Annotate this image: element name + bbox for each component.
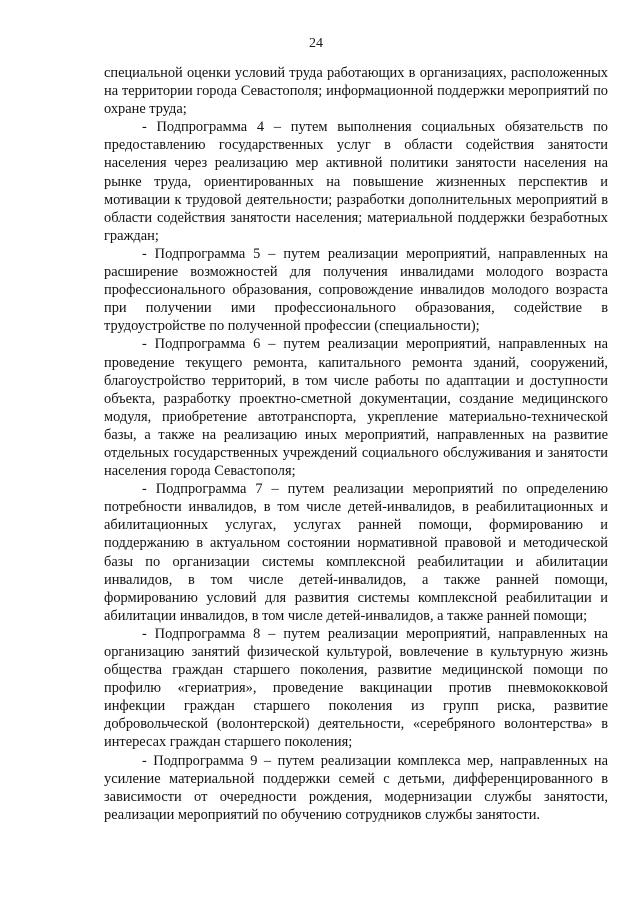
page-number: 24 (309, 36, 323, 51)
paragraph-subprogram-6: - Подпрограмма 6 – путем реализации мероприятий, направленных на проведение текущего ремонта, капитального ремонта зданий, сооружений, благоустройство территорий, в том числе работы по адаптации и доступности объекта, разработку проектно-сметной документации, создание медицинского модуля, приобретение автотранспорта, укрепление материально-технической базы, а также на реализацию иных мероприятий, направленных на развитие отдельных государственных учреждений социального обслуживания и занятости населения города Севастополя; (104, 336, 608, 480)
paragraph-subprogram-7: - Подпрограмма 7 – путем реализации мероприятий по определению потребности инвалидов, в том числе детей-инвалидов, в реабилитационных и абилитационных услугах, услугах ранней помощи, формированию и поддержанию в актуальном состоянии нормативной правовой и методической базы по организации системы комплексной реабилитации и абилитации инвалидов, в том числе детей-инвалидов, а также ранней помощи, формированию условий для развития системы комплексной реабилитации и абилитации инвалидов, в том числе детей-инвалидов, а также ранней помощи; (104, 481, 608, 624)
paragraph-subprogram-4: - Подпрограмма 4 – путем выполнения социальных обязательств по предоставлению государственных услуг в области содействия занятости населения через реализацию мер активной политики занятости населения на рынке труда, ориентированных на повышение жизненных перспектив и мотивации к трудовой деятельности; разработки дополнительных мероприятий в области содействия занятости населения; материальной поддержки безработных граждан; (104, 119, 608, 244)
paragraph-subprogram-9: - Подпрограмма 9 – путем реализации комплекса мер, направленных на усиление материальной поддержки семей с детьми, дифференцированного в зависимости от очередности рождения, модернизации службы занятости, реализации мероприятий по обучению сотрудников службы занятости. (104, 752, 608, 823)
paragraph-continuation: специальной оценки условий труда работающих в организациях, расположенных на территории города Севастополя; информационной поддержки мероприятий по охране труда; (104, 65, 608, 118)
paragraph-subprogram-8: - Подпрограмма 8 – путем реализации мероприятий, направленных на организацию занятий физической культурой, вовлечение в культурную жизнь общества граждан старшего поколения, развитие медицинской помощи по профилю «гериатрия», проведение вакцинации против пневмококковой инфекции граждан старшего поколения из групп риска, развитие добровольческой (волонтерской) деятельности, «серебряного волонтерства» в интересах граждан старшего поколения; (104, 625, 608, 751)
document-body (104, 64, 608, 824)
paragraph-subprogram-5: - Подпрограмма 5 – путем реализации мероприятий, направленных на расширение возможностей для получения инвалидами молодого возраста профессионального образования, сопровождение инвалидов молодого возраста при получении ими профессионального образования, содействие в трудоустройстве по полученной профессии (специальности); (104, 245, 608, 335)
